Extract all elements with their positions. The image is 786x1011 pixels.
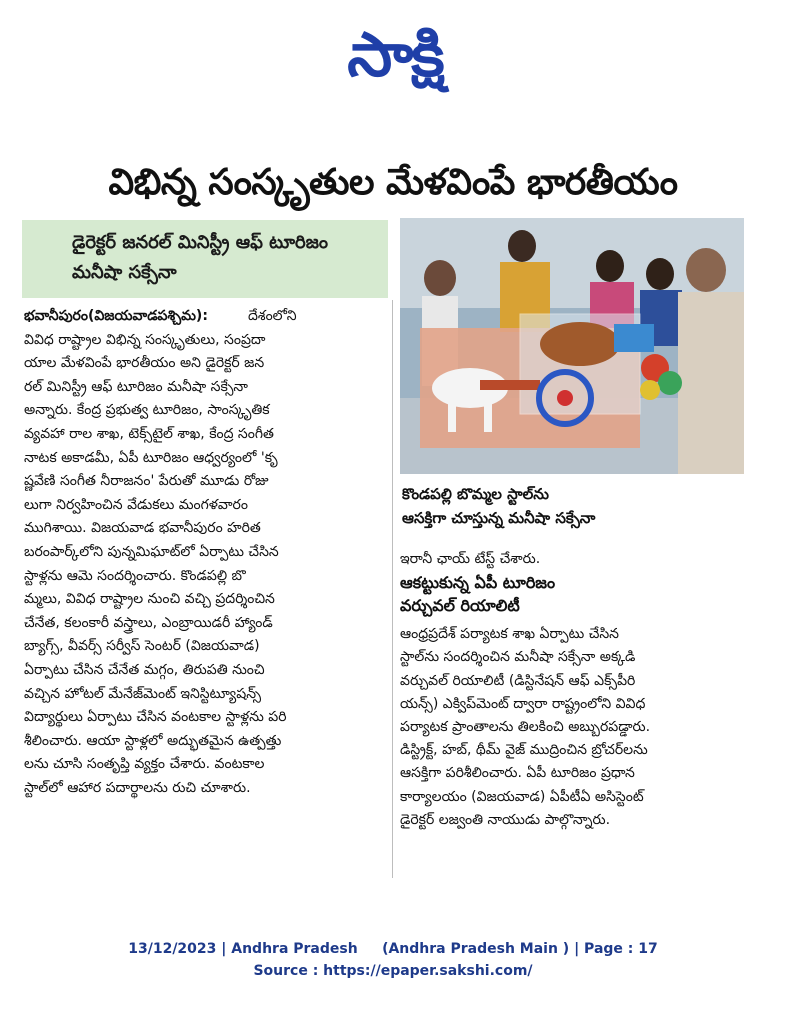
masthead-logo: సాక్షి <box>347 19 443 91</box>
body-line: ఇరానీ ఛాయ్ టేస్ట్ చేశారు. <box>400 551 541 567</box>
dateline: భవానీపురం(విజయవాడపశ్చిమ): <box>24 308 208 324</box>
body-line: వ్యవహా రాల శాఖ, టెక్స్‌టైల్ శాఖ, కేంద్ర సంగీత <box>24 425 274 442</box>
subhead-line-2: మనీషా సక్సేనా <box>72 262 177 283</box>
body-line: ఆసక్తిగా పరిశీలించారు. ఏపీ టూరిజం ప్రధాన <box>400 765 635 782</box>
body-line: స్టాల్‌లో ఆహార పదార్థాలను రుచి చూశారు. <box>24 779 251 796</box>
body-line: లుగా నిర్వహించిన వేడుకలు మంగళవారం <box>24 496 248 513</box>
body-line: డైరెక్టర్ లజ్వంతి నాయుడు పాల్గొన్నారు. <box>400 811 611 828</box>
body-line: శీలించారు. ఆయా స్టాళ్లలో అద్భుతమైన ఉత్పత్తు <box>24 732 282 749</box>
right-subhead-line-1: ఆకట్టుకున్న ఏపీ టూరిజం <box>400 573 556 593</box>
body-line: యాల మేళవింపే భారతీయం అని డైరెక్టర్ జన <box>24 355 265 372</box>
footer-source-line: Source : https://epaper.sakshi.com/ <box>253 963 533 979</box>
body-line: బ్యాగ్స్, వీవర్స్ సర్వీస్ సెంటర్ (విజయవాడ) <box>24 638 260 655</box>
body-line: భవానీపురం(విజయవాడపశ్చిమ): దేశంలోని <box>24 308 297 324</box>
body-line: యన్స్) ఎక్విప్‌మెంట్ ద్వారా రాష్ట్రంలోని వివిధ <box>400 695 646 712</box>
body-line: స్టాళ్లను ఆమె సందర్శించారు. కొండపల్లి బొ <box>24 567 246 584</box>
page-footer <box>0 938 786 982</box>
caption-line-1: కొండపల్లి బొమ్మల స్టాల్‌ను <box>402 485 549 503</box>
body-line: అన్నారు. కేంద్ర ప్రభుత్వ టూరిజం, సాంస్కృతిక <box>24 402 270 419</box>
body-line: చేనేత, కలంకారీ వస్త్రాలు, ఎంబ్రాయిడరీ హ్యాండ్ <box>24 614 273 631</box>
article-headline: విభిన్న సంస్కృతుల మేళవింపే భారతీయం <box>108 162 678 203</box>
column-divider <box>392 300 393 878</box>
footer-edition-line: 13/12/2023 | Andhra Pradesh (Andhra Pradesh Main ) | Page : 17 <box>128 941 658 957</box>
body-line: లను చూసి సంతృప్తి వ్యక్తం చేశారు. వంటకాల <box>24 756 265 773</box>
body-line: వివిధ రాష్ట్రాల విభిన్న సంస్కృతులు, సంప్రదా <box>24 331 266 348</box>
body-line: ష్ణవేణి సంగీత నీరాజనం' పేరుతో మూడు రోజు <box>24 473 269 490</box>
body-line: నాటక అకాడమీ, ఏపీ టూరిజం ఆధ్వర్యంలో 'కృ <box>24 449 278 466</box>
right-subhead-line-2: వర్చువల్ రియాలిటీ <box>400 596 520 616</box>
body-line: ఆంధ్రప్రదేశ్ పర్యాటక శాఖ ఏర్పాటు చేసిన <box>400 626 619 643</box>
body-line: స్టాల్‌ను సందర్శించిన మనీషా సక్సేనా అక్కడి <box>400 649 636 666</box>
photo-illustration <box>400 218 744 474</box>
body-line: వర్చువల్ రియాలిటీ (డిస్టినేషన్ ఆఫ్ ఎక్స్‌పీరి <box>400 672 636 689</box>
article-subhead <box>22 220 388 298</box>
body-line: వచ్చిన హోటల్ మేనేజ్‌మెంట్ ఇనిస్టిట్యూషన్స్ <box>24 685 262 702</box>
article-photo <box>400 218 744 474</box>
body-line: పర్యాటక ప్రాంతాలను తిలకించి అబ్బురపడ్డారు. <box>400 719 651 736</box>
body-line: బరంపార్క్‌లోని పున్నమిఘాట్‌లో ఏర్పాటు చేసిన <box>24 543 279 560</box>
subhead-line-1: డైరెక్టర్ జనరల్ మినిస్ట్రీ ఆఫ్ టూరిజం <box>72 232 329 253</box>
body-line: డిస్ట్రిక్ట్, హబ్, థీమ్ వైజ్ ముద్రించిన బ్రోచర్‌లను <box>400 742 648 759</box>
body-line: మ్మలు, వివిధ రాష్ట్రాల నుంచి వచ్చి ప్రదర్శించిన <box>24 591 275 608</box>
article-body-right <box>400 548 746 832</box>
article-body-left <box>24 305 388 800</box>
body-line: రల్ మినిస్ట్రీ ఆఫ్ టూరిజం మనీషా సక్సేనా <box>24 378 248 395</box>
caption-line-2: ఆసక్తిగా చూస్తున్న మనీషా సక్సేనా <box>402 509 596 527</box>
body-line: ముగిశాయి. విజయవాడ భవానీపురం హరిత <box>24 520 261 537</box>
body-line: విద్యార్థులు ఏర్పాటు చేసిన వంటకాల స్టాళ్లను పరి <box>24 709 287 726</box>
body-line: కార్యాలయం (విజయవాడ) ఏపీటీఏ అసిస్టెంట్ <box>400 788 644 805</box>
photo-caption <box>400 482 744 530</box>
body-line: ఏర్పాటు చేసిన చేనేత మగ్గం, తిరుపతి నుంచి <box>24 661 265 678</box>
